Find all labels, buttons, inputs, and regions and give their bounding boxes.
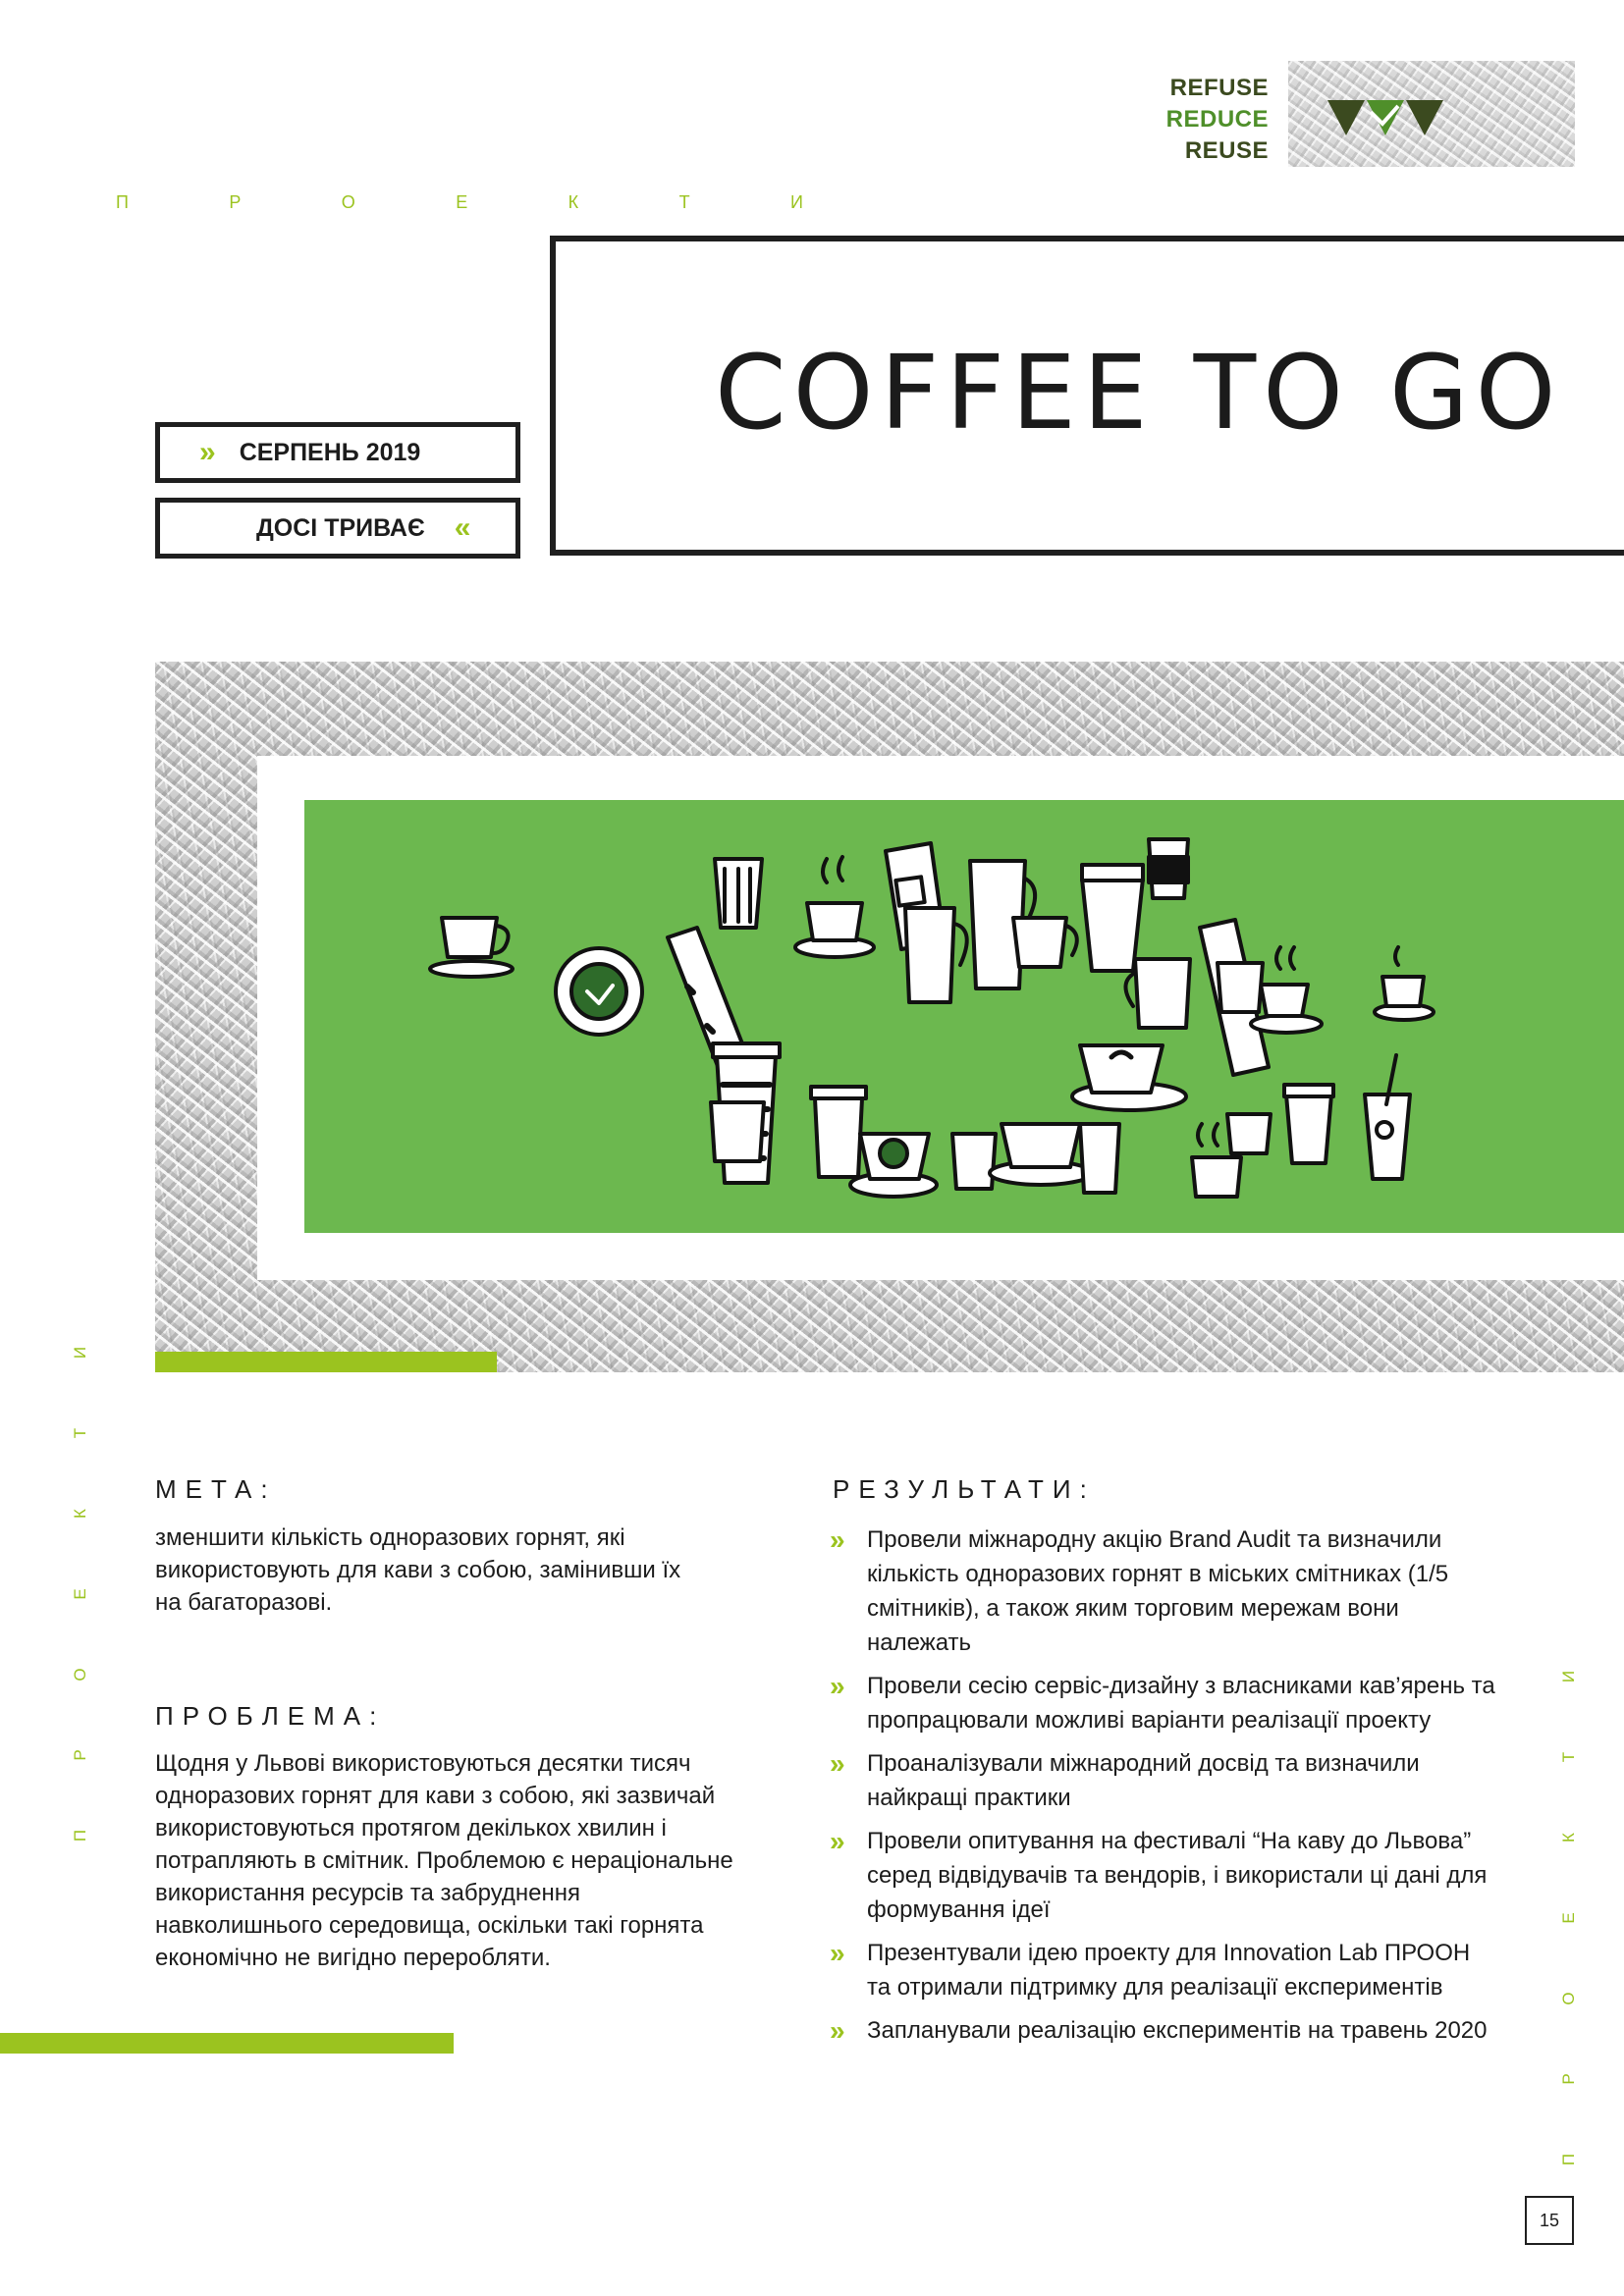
category-letter: Р — [1559, 2073, 1578, 2085]
thermos-icon — [1080, 1124, 1119, 1193]
list-item — [830, 1824, 1497, 1927]
category-letter: Е — [71, 1588, 89, 1600]
mug-icon — [1227, 1114, 1271, 1153]
brand-logo-icon — [1288, 61, 1575, 167]
list-item — [830, 1522, 1497, 1660]
category-letter: К — [71, 1509, 89, 1519]
result-text: Провели сесію сервіс-дизайну з власниками кав’ярень та пропрацювали можливі варіанти реалізації проекту — [867, 1673, 1495, 1734]
category-letter: Е — [1559, 1912, 1578, 1924]
category-letter: Т — [1559, 1751, 1578, 1763]
date-tag — [155, 422, 520, 483]
chevron-right-icon: » — [830, 2015, 841, 2046]
results-heading: РЕЗУЛЬТАТИ: — [833, 1474, 1096, 1504]
category-letter: О — [341, 192, 355, 212]
latte-icon — [1072, 1045, 1186, 1110]
category-letter: О — [1559, 1992, 1578, 2005]
goal-text: зменшити кількість одноразових горнят, які використовують для кави з собою, замінивши їх на багаторазові. — [155, 1524, 681, 1616]
category-letter: П — [1559, 2153, 1578, 2166]
accent-bar — [155, 1352, 497, 1372]
page-number: 15 — [1525, 2196, 1574, 2245]
category-letter: И — [1559, 1670, 1578, 1683]
status-label: ДОСІ ТРИВАЄ — [256, 513, 425, 542]
mug-icon — [1125, 959, 1190, 1028]
cup-icon — [1149, 839, 1188, 898]
category-heading-top — [116, 192, 803, 213]
hero-illustration — [304, 800, 1624, 1233]
takeaway-cup-icon — [1284, 1085, 1333, 1163]
mug-icon — [711, 1102, 764, 1161]
keepcup-icon — [1082, 865, 1143, 971]
result-text: Проаналізували міжнародний досвід та визначили найкращі практики — [867, 1750, 1420, 1811]
cup-icon — [430, 918, 513, 977]
result-text: Запланували реалізацію експериментів на травень 2020 — [867, 2017, 1488, 2044]
date-label: СЕРПЕНЬ 2019 — [239, 438, 421, 466]
chevron-right-icon: » — [830, 1938, 841, 1968]
mug-icon — [1013, 918, 1077, 967]
problem-heading: ПРОБЛЕМА: — [155, 1701, 386, 1731]
brand-slogan — [1166, 73, 1269, 167]
brand-texture — [1288, 61, 1575, 167]
latte-icon — [850, 1134, 937, 1197]
category-letter: К — [1559, 1833, 1578, 1842]
takeaway-cup-icon — [811, 1087, 866, 1177]
category-letter: К — [568, 192, 579, 212]
category-letter: Т — [678, 192, 690, 212]
travel-mug-icon — [905, 908, 967, 1002]
list-item — [830, 1669, 1497, 1737]
list-item — [830, 1936, 1497, 2004]
category-letter: И — [71, 1346, 89, 1360]
category-letter: О — [71, 1668, 89, 1682]
category-letter: Р — [229, 192, 242, 212]
chevron-right-icon: » — [830, 1826, 841, 1856]
list-item — [830, 2013, 1497, 2048]
result-text: Провели міжнародну акцію Brand Audit та визначили кількість одноразових горнят в міських смітниках (1/5 смітників), а також яким торговим мережам вони належать — [867, 1526, 1449, 1656]
category-letter: И — [790, 192, 803, 212]
cup-icon — [952, 1134, 996, 1189]
chevron-left-icon: « — [454, 511, 467, 544]
category-heading-right — [1559, 1659, 1579, 2169]
coffee-cups-illustration — [304, 800, 1624, 1233]
category-letter: П — [116, 192, 129, 212]
result-text: Провели опитування на фестивалі “На каву до Львова” серед відвідувачів та вендорів, і використали ці дані для формування ідеї — [867, 1828, 1488, 1923]
coffee-cup-icon — [795, 857, 874, 957]
cup-icon — [715, 859, 762, 928]
iced-drink-icon — [1365, 1055, 1410, 1179]
accent-bar — [0, 2033, 454, 2054]
result-text: Презентували ідею проекту для Innovation Lab ПРООН та отримали підтримку для реалізації експериментів — [867, 1940, 1471, 2001]
latte-icon — [556, 948, 642, 1035]
page-title: COFFEE TO GO — [715, 333, 1563, 453]
problem-text: Щодня у Львові використовуються десятки тисяч одноразових горнят для кави з собою, які зазвичай використовуються протягом декількох хвилин і потрапляють в смітник. Проблемою є нераціональне використання ресурсів та забруднення навколишнього середовища, оскільки такі горнята економічно не вигідно переробляти. — [155, 1750, 733, 1971]
brand-word-reduce: REDUCE — [1165, 106, 1269, 133]
category-heading-left — [71, 1335, 90, 1845]
category-letter: Е — [456, 192, 468, 212]
list-item — [830, 1746, 1497, 1815]
latte-icon — [990, 1124, 1092, 1185]
category-letter: Р — [71, 1749, 89, 1761]
brand-word-reuse: REUSE — [1184, 137, 1269, 164]
chevron-right-icon: » — [830, 1524, 841, 1555]
coffee-cup-icon — [1375, 947, 1434, 1020]
brand-word-refuse: REFUSE — [1169, 75, 1269, 101]
chevron-right-icon: » — [830, 1748, 841, 1779]
chevron-right-icon: » — [830, 1671, 841, 1701]
status-tag — [155, 498, 520, 559]
goal-heading: МЕТА: — [155, 1474, 277, 1504]
cup-icon — [1218, 963, 1263, 1012]
category-letter: Т — [71, 1427, 89, 1439]
category-letter: П — [71, 1829, 89, 1842]
chevron-right-icon: » — [199, 436, 212, 468]
results-list — [830, 1522, 1497, 2056]
